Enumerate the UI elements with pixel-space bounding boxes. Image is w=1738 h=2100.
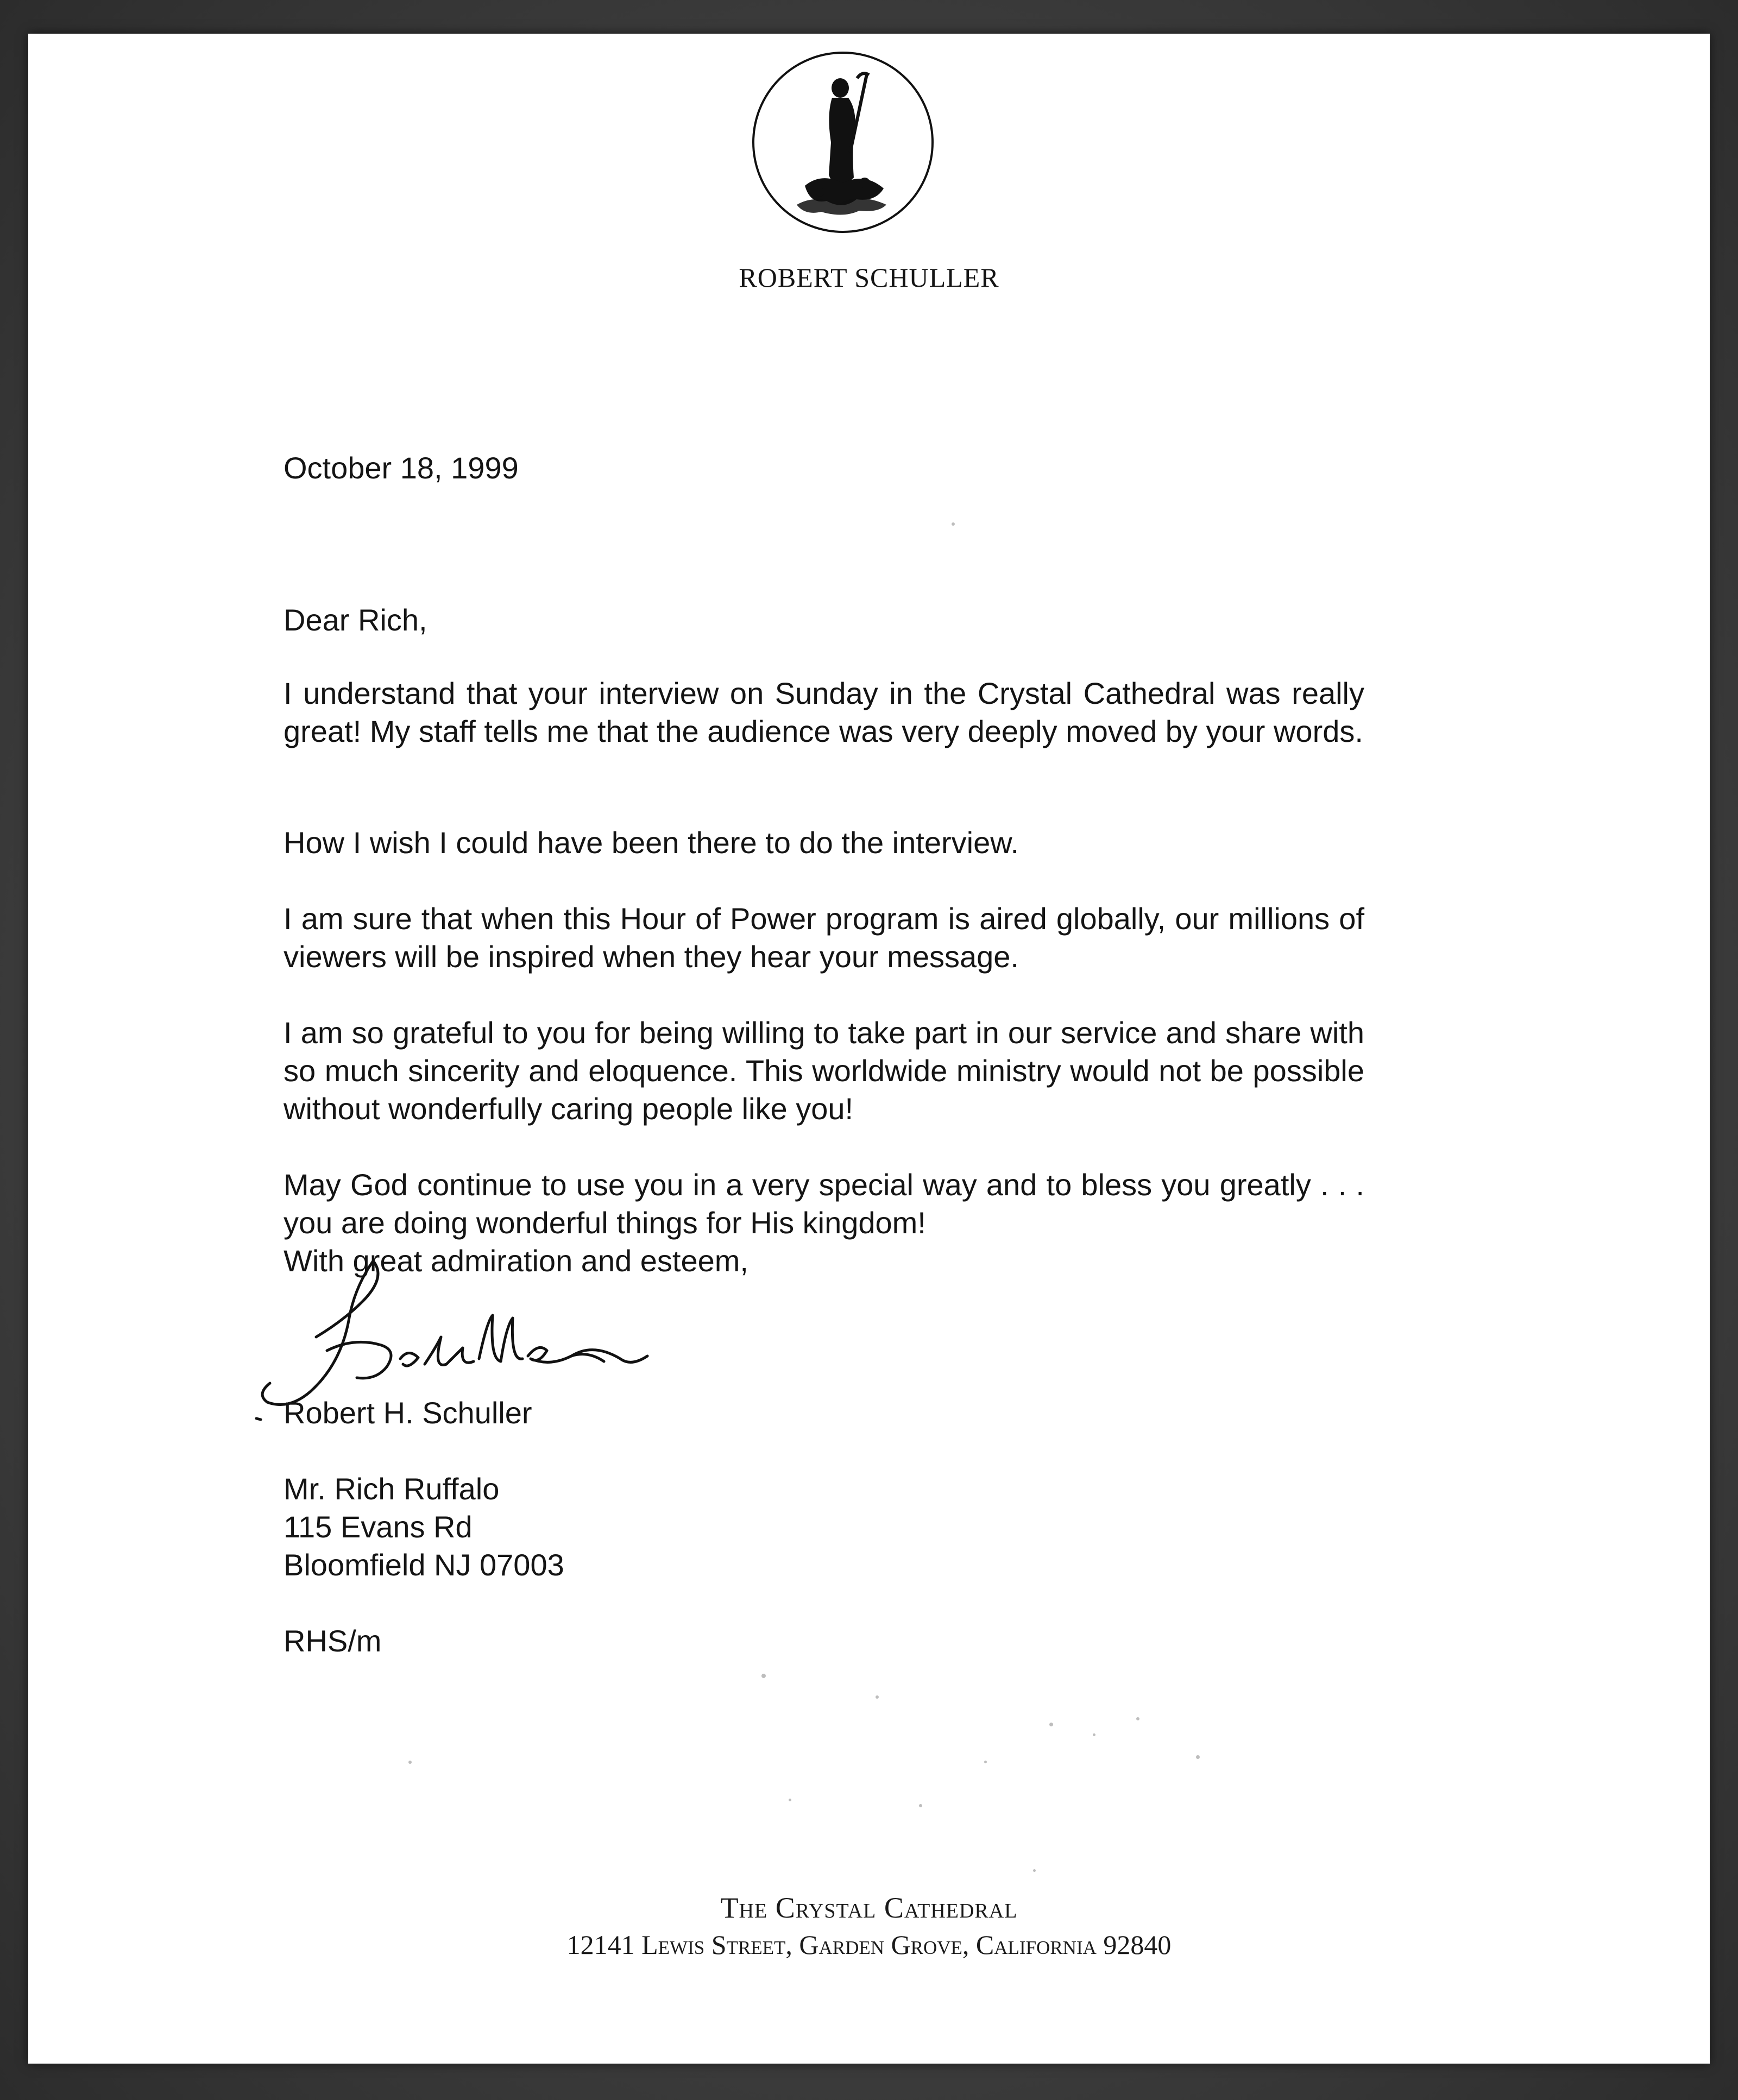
letter-page bbox=[28, 34, 1710, 2064]
closing: With great admiration and esteem, bbox=[284, 1244, 748, 1278]
footer-organization: The Crystal Cathedral bbox=[720, 1891, 1018, 1924]
reference-initials: RHS/m bbox=[284, 1624, 382, 1658]
paragraph-5: May God continue to use you in a very special way and to bless you greatly . . . you are doing wonderful things for His kingdom! bbox=[284, 1168, 1364, 1240]
paragraph-2: How I wish I could have been there to do the interview. bbox=[284, 825, 1019, 860]
salutation: Dear Rich, bbox=[284, 603, 427, 637]
footer-address: 12141 Lewis Street, Garden Grove, California 92840 bbox=[566, 1929, 1172, 1960]
paragraph-4: I am so grateful to you for being willing to take part in our service and share with so much sincerity and eloquence. This worldwide ministry would not be possible without wonderfully caring people like you! bbox=[284, 1016, 1364, 1126]
signer-name: Robert H. Schuller bbox=[284, 1396, 532, 1430]
letterhead-seal-icon bbox=[751, 50, 935, 235]
paragraph-1: I understand that your interview on Sunday in the Crystal Cathedral was really great! My staff tells me that the audience was very deeply moved by your words. bbox=[284, 676, 1364, 748]
letterhead-name: ROBERT SCHULLER bbox=[739, 262, 999, 293]
recipient-city: Bloomfield NJ 07003 bbox=[284, 1548, 564, 1582]
recipient-name: Mr. Rich Ruffalo bbox=[284, 1472, 500, 1506]
letter-date: October 18, 1999 bbox=[284, 451, 519, 485]
paragraph-3: I am sure that when this Hour of Power program is aired globally, our millions of viewers will be inspired when they hear your message. bbox=[284, 901, 1364, 974]
recipient-street: 115 Evans Rd bbox=[284, 1510, 473, 1544]
